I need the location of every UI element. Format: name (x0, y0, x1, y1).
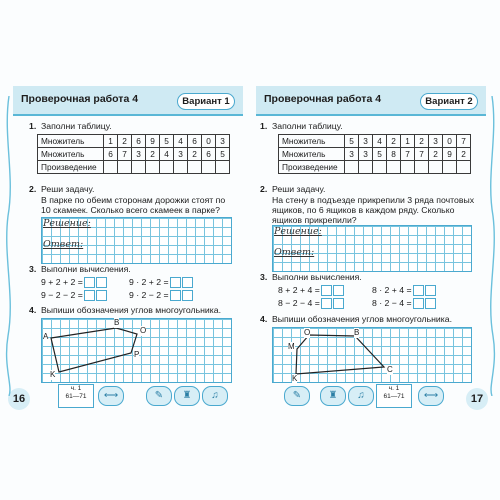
table-cell: 7 (118, 148, 132, 161)
table-cell: 6 (104, 148, 118, 161)
left-expr-4 (129, 290, 193, 301)
left-task3-instruction: Выполни вычисления. (41, 264, 131, 274)
left-task1-instruction: Заполни таблицу. (41, 121, 112, 131)
vertex-label: B (354, 328, 360, 337)
expr-text: 9 − 2 − 2 = (41, 290, 83, 300)
table-cell: 4 (160, 148, 174, 161)
vertex-label: K (50, 370, 56, 379)
answer-box[interactable] (182, 277, 193, 288)
right-title: Проверочная работа 4 (264, 93, 382, 105)
right-task1-instruction: Заполни таблицу. (272, 121, 343, 131)
answer-cell[interactable] (415, 161, 429, 174)
table-cell: 3 (174, 148, 188, 161)
left-page (13, 86, 243, 401)
answer-cell[interactable] (160, 161, 174, 174)
table-cell: 4 (373, 135, 387, 148)
left-expr-1 (41, 277, 107, 288)
table-cell: 3 (216, 135, 230, 148)
right-header (256, 86, 486, 116)
right-expr-3 (278, 298, 344, 309)
table-cell: 5 (373, 148, 387, 161)
vertex-label: M (288, 342, 295, 351)
right-task2-problem: На стену в подъезде прикрепили 3 ряда почтовых ящиков, по 6 ящиков в каждом ряду. Сколько ящиков прикрепили? (272, 195, 475, 225)
right-expr-4 (372, 298, 436, 309)
expr-text: 8 − 2 − 4 = (278, 298, 320, 308)
vertex-label: A (43, 332, 49, 341)
table-cell: 9 (146, 135, 160, 148)
vertex-label: B (114, 318, 120, 327)
answer-box[interactable] (182, 290, 193, 301)
arrows-nav-icon[interactable]: ⟷ (418, 386, 444, 406)
table-cell: 7 (457, 135, 471, 148)
answer-cell[interactable] (443, 161, 457, 174)
expr-text: 9 + 2 + 2 = (41, 277, 83, 287)
left-answer-label: Ответ: (43, 239, 84, 250)
table-cell: 5 (160, 135, 174, 148)
table-cell: 6 (202, 148, 216, 161)
table-row (279, 161, 471, 174)
chapter-text: ч. 1 (388, 385, 400, 392)
left-multiplication-table (37, 134, 230, 174)
left-header (13, 86, 243, 116)
feather-pen-icon[interactable]: ✎ (146, 386, 172, 406)
answer-box[interactable] (425, 285, 436, 296)
vertex-label: K (292, 374, 298, 383)
answer-box[interactable] (333, 298, 344, 309)
left-variant-badge: Вариант 1 (177, 93, 235, 110)
vertex-label: O (304, 328, 311, 337)
answer-cell[interactable] (401, 161, 415, 174)
answer-box[interactable] (84, 277, 95, 288)
table-cell: 4 (174, 135, 188, 148)
table-row (279, 135, 471, 148)
expr-text: 9 · 2 − 2 = (129, 290, 169, 300)
right-page-number: 17 (466, 388, 488, 410)
left-chapter-box (58, 384, 94, 408)
answer-cell[interactable] (457, 161, 471, 174)
table-cell: 1 (104, 135, 118, 148)
answer-box[interactable] (425, 298, 436, 309)
table-row (279, 148, 471, 161)
right-page (256, 86, 486, 401)
row-label: Произведение (279, 161, 345, 174)
bell-icon[interactable]: ♫ (348, 386, 374, 406)
expr-text: 8 · 2 − 4 = (372, 298, 412, 308)
vertex-label: P (134, 350, 140, 359)
right-expr-2 (372, 285, 436, 296)
answer-cell[interactable] (202, 161, 216, 174)
answer-box[interactable] (333, 285, 344, 296)
expr-text: 9 · 2 + 2 = (129, 277, 169, 287)
expr-text: 8 · 2 + 4 = (372, 285, 412, 295)
left-task2-problem: В парке по обеим сторонам дорожки стоят по 10 скамеек. Сколько всего скамеек в парке? (41, 195, 226, 215)
left-task1-number: 1. (29, 121, 37, 131)
right-chapter-box (376, 384, 412, 408)
table-cell: 2 (457, 148, 471, 161)
right-answer-label: Ответ: (274, 247, 315, 258)
left-task4-number: 4. (29, 305, 37, 315)
answer-box[interactable] (170, 277, 181, 288)
left-expr-3 (41, 290, 107, 301)
table-cell: 3 (429, 135, 443, 148)
table-cell: 3 (132, 148, 146, 161)
right-polygon (272, 327, 470, 381)
spiral-binding-icon (3, 96, 13, 396)
row-label: Произведение (38, 161, 104, 174)
table-row (38, 148, 230, 161)
answer-box[interactable] (170, 290, 181, 301)
table-row (38, 135, 230, 148)
answer-box[interactable] (96, 277, 107, 288)
pages-text: 61—71 (65, 393, 87, 400)
table-cell: 2 (146, 148, 160, 161)
left-task4-instruction: Выпиши обозначения углов многоугольника. (41, 305, 222, 315)
row-label: Множитель (279, 135, 345, 148)
left-page-number: 16 (8, 388, 30, 410)
table-cell: 6 (132, 135, 146, 148)
answer-box[interactable] (413, 285, 424, 296)
table-cell: 5 (345, 135, 359, 148)
table-cell: 2 (118, 135, 132, 148)
right-task2-number: 2. (260, 184, 268, 194)
table-cell: 3 (359, 148, 373, 161)
table-cell: 3 (345, 148, 359, 161)
row-label: Множитель (38, 135, 104, 148)
right-task3-number: 3. (260, 272, 268, 282)
table-cell: 0 (202, 135, 216, 148)
answer-box[interactable] (321, 285, 332, 296)
answer-cell[interactable] (132, 161, 146, 174)
answer-cell[interactable] (118, 161, 132, 174)
table-cell: 7 (401, 148, 415, 161)
right-task4-number: 4. (260, 314, 268, 324)
table-cell: 6 (188, 135, 202, 148)
arrows-nav-icon[interactable]: ⟷ (98, 386, 124, 406)
right-task4-instruction: Выпиши обозначения углов многоугольника. (272, 314, 453, 324)
answer-cell[interactable] (345, 161, 359, 174)
answer-cell[interactable] (359, 161, 373, 174)
right-task2-instruction: Реши задачу. (272, 184, 326, 194)
answer-box[interactable] (413, 298, 424, 309)
tree-figure-icon[interactable]: ♜ (174, 386, 200, 406)
answer-cell[interactable] (429, 161, 443, 174)
table-cell: 5 (216, 148, 230, 161)
table-cell: 2 (429, 148, 443, 161)
spiral-binding-icon (488, 96, 498, 396)
table-cell: 1 (401, 135, 415, 148)
left-solution-label: Решение: (43, 218, 91, 229)
table-cell: 2 (415, 135, 429, 148)
row-label: Множитель (279, 148, 345, 161)
right-multiplication-table (278, 134, 471, 174)
left-task2-number: 2. (29, 184, 37, 194)
table-cell: 7 (415, 148, 429, 161)
bell-icon[interactable]: ♫ (202, 386, 228, 406)
polygon-shape (51, 328, 140, 372)
answer-cell[interactable] (146, 161, 160, 174)
vertex-label: C (387, 365, 393, 374)
table-cell: 3 (359, 135, 373, 148)
tree-figure-icon[interactable]: ♜ (320, 386, 346, 406)
pages-text: 61—71 (383, 393, 405, 400)
left-title: Проверочная работа 4 (21, 93, 139, 105)
left-task3-number: 3. (29, 264, 37, 274)
table-cell: 0 (443, 135, 457, 148)
table-cell: 9 (443, 148, 457, 161)
right-task1-number: 1. (260, 121, 268, 131)
answer-box[interactable] (321, 298, 332, 309)
feather-pen-icon[interactable]: ✎ (284, 386, 310, 406)
polygon-shape (296, 335, 384, 374)
answer-cell[interactable] (216, 161, 230, 174)
answer-cell[interactable] (387, 161, 401, 174)
chapter-text: ч. 1 (70, 385, 82, 392)
table-cell: 2 (188, 148, 202, 161)
answer-cell[interactable] (373, 161, 387, 174)
answer-box[interactable] (96, 290, 107, 301)
table-cell: 2 (387, 135, 401, 148)
table-row (38, 161, 230, 174)
row-label: Множитель (38, 148, 104, 161)
answer-box[interactable] (84, 290, 95, 301)
left-task2-instruction: Реши задачу. (41, 184, 95, 194)
right-variant-badge: Вариант 2 (420, 93, 478, 110)
answer-cell[interactable] (188, 161, 202, 174)
table-cell: 8 (387, 148, 401, 161)
right-solution-label: Решение: (274, 226, 322, 237)
right-task3-instruction: Выполни вычисления. (272, 272, 362, 282)
vertex-label: O (140, 326, 147, 335)
right-expr-1 (278, 285, 344, 296)
left-expr-2 (129, 277, 193, 288)
answer-cell[interactable] (174, 161, 188, 174)
answer-cell[interactable] (104, 161, 118, 174)
expr-text: 8 + 2 + 4 = (278, 285, 320, 295)
